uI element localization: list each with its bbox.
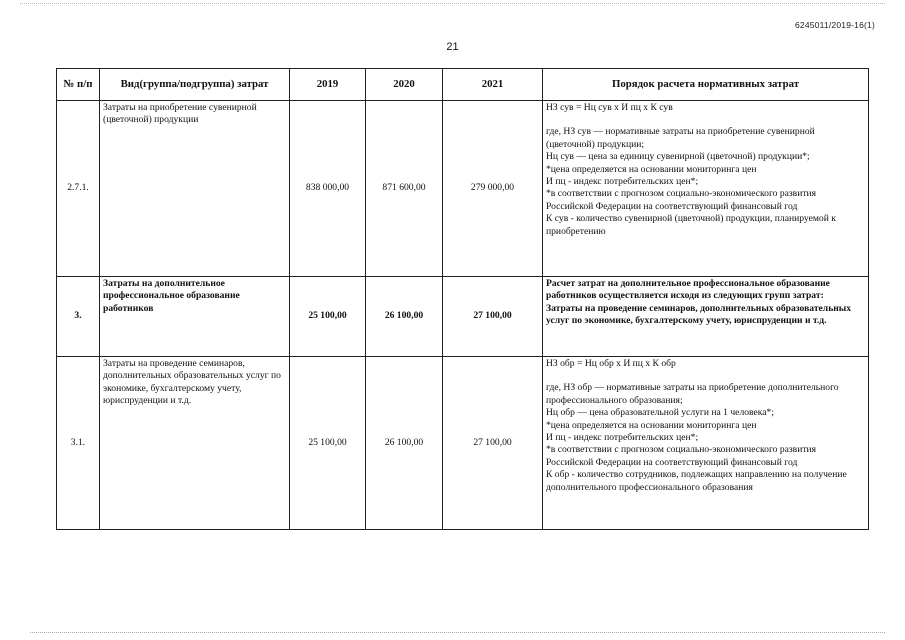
value-2019: 25 100,00 [290,277,366,357]
page-number: 21 [446,41,459,53]
calc-method [543,357,869,530]
document-id: 6245011/2019-16(1) [794,20,875,30]
value-2019: 25 100,00 [290,357,366,530]
calc-spacer [546,370,865,382]
calc-line: И пц - индекс потребительских цен*; [546,176,699,188]
calc-line: Нц обр — цена образовательной услуги на 1 человека*; [546,407,774,419]
row-number: 2.7.1. [57,101,100,277]
header-2021: 2021 [443,69,543,101]
calc-line: *в соответствии с прогнозом социально-экономического развития Российской Федерации на соответствующий финансовый год [546,444,817,468]
calc-line: где, НЗ обр — нормативные затраты на приобретение дополнительного профессионального образования; [546,382,839,406]
calc-line: К обр - количество сотрудников, подлежащих направлению на получение дополнительного профессионального образования [546,469,847,493]
scan-bottom-edge [30,632,885,633]
scan-top-edge [20,3,885,4]
calc-line: НЗ сув = Нц сув х И пц х К сув [546,102,673,113]
value-2020: 871 600,00 [366,101,443,277]
cost-type: Затраты на дополнительное профессиональное образование работников [100,277,290,357]
cost-type: Затраты на приобретение сувенирной (цветочной) продукции [100,101,290,277]
value-2019: 838 000,00 [290,101,366,277]
calc-spacer [546,114,865,126]
calc-line: К сув - количество сувенирной (цветочной) продукции, планируемой к приобретению [546,213,836,237]
header-cost-type: Вид(группа/подгруппа) затрат [100,69,290,101]
value-2020: 26 100,00 [366,357,443,530]
calc-line: И пц - индекс потребительских цен*; [546,432,699,444]
calc-line: где, НЗ сув — нормативные затраты на приобретение сувенирной (цветочной) продукции; [546,126,815,150]
calc-line: *цена определяется на основании мониторинга цен [546,419,757,431]
cost-type: Затраты на проведение семинаров, дополнительных образовательных услуг по экономике, бухгалтерскому учету, юриспруденции и т.д. [100,357,290,530]
value-2021: 27 100,00 [443,357,543,530]
row-number: 3.1. [57,357,100,530]
value-2020: 26 100,00 [366,277,443,357]
value-2021: 27 100,00 [443,277,543,357]
header-calc-method: Порядок расчета нормативных затрат [543,69,869,101]
calc-line: Нц сув — цена за единицу сувенирной (цветочной) продукции*; [546,151,810,163]
row-number: 3. [57,277,100,357]
header-num: № п/п [57,69,100,101]
calc-method [543,277,869,357]
table-row [57,357,869,530]
calc-line: Расчет затрат на дополнительное профессиональное образование работников осуществляется исходя из следующих групп затрат: [546,278,830,302]
calc-method [543,101,869,277]
calc-line: *в соответствии с прогнозом социально-экономического развития Российской Федерации на соответствующий финансовый год [546,188,817,212]
calc-line: Затраты на проведение семинаров, дополнительных образовательных услуг по экономике, бухгалтерскому учету, юриспруденции и т.д. [546,302,852,327]
calc-line: НЗ обр = Нц обр х И пц х К обр [546,358,676,369]
calc-line: *цена определяется на основании мониторинга цен [546,163,757,175]
value-2021: 279 000,00 [443,101,543,277]
header-2019: 2019 [290,69,366,101]
table-row [57,101,869,277]
cost-table [56,68,869,530]
table-header-row [57,69,869,101]
header-2020: 2020 [366,69,443,101]
table-row [57,277,869,357]
